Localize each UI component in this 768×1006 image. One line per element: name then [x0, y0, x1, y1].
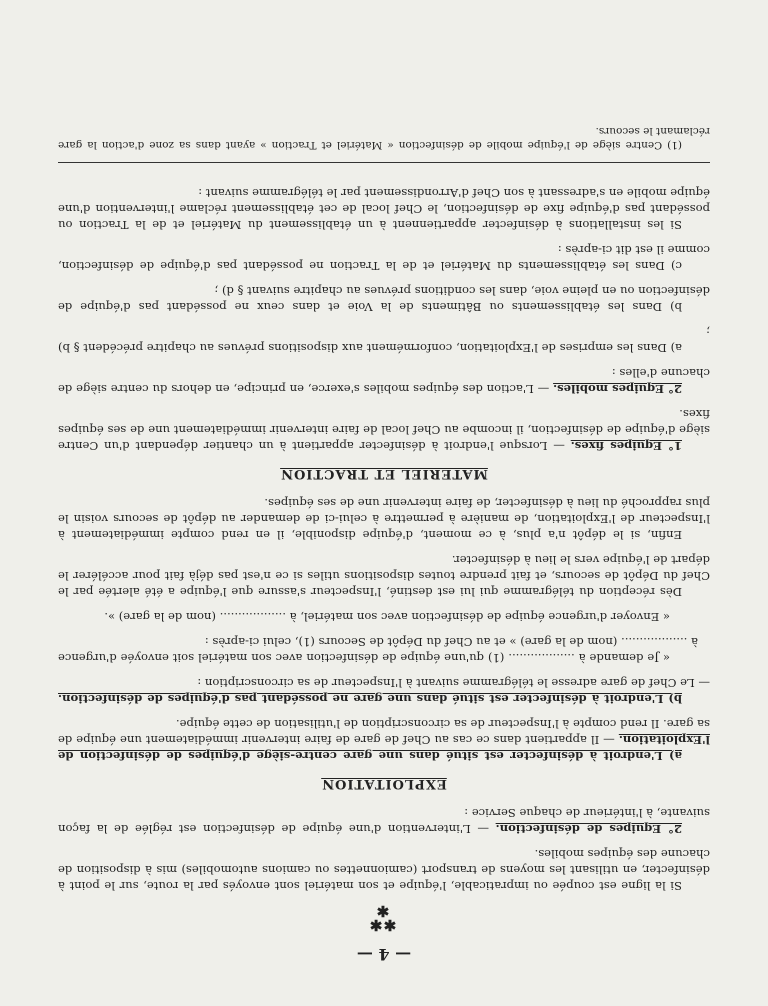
list-item-b: b) Dans les établissements ou Bâtiments de la Voie et dans ceux ne possédant pas d'équipe de désinfection ou en pleine voie, dans les conditions prévues au chapitre suivant § d) ; [58, 284, 710, 314]
footnote-divider [58, 162, 710, 163]
case-b-paragraph [58, 675, 710, 707]
equipes-fixes-heading: 1° Equipes fixes. [570, 439, 682, 453]
case-a-text: — Il appartient dans ce cas au Chef de gare de faire intervenir immédiatement une équipe de sa gare. Il rend compte à l'Inspecteur de sa circonscription de l'utilisation de cette équipe. [58, 717, 710, 747]
case-a-heading: a) L'endroit à désinfecter est situé dans une gare centre-siège d'équipes de désinfection de l'Exploitation. [58, 733, 710, 763]
asterism-bottom: ✱ [378, 902, 390, 921]
case-b-heading: b) L'endroit à désinfecter est situé dans une gare ne possédant pas d'équipes de désinfection. [58, 692, 682, 706]
case-a-paragraph [58, 716, 710, 764]
installations-paragraph: Si les installations à désinfecter appartiennent à un établissement du Matériel et de la Traction ou possédant pas d'équipe fixe de désinfection, le Chef local de cet établissement réclame l'intervention d'une équipe mobile en s'adressant à son Chef d'Arrondissement par le télégramme suivant : [58, 186, 710, 232]
enfin-paragraph: Enfin, si le dépôt n'a plus, à ce moment, d'équipe disponible, il en rend compte immédiatement à l'Inspecteur de l'Exploitation, de manière à permettre à celui-ci de demander au dépôt de secours voisin le plus rapproché du lieu à désinfecter, de faire intervenir une de ses équipes. [58, 496, 710, 542]
footnote: (1) Centre siège de l'équipe mobile de désinfection « Matériel et Traction » ayant dans sa zone d'action la gare réclamant le secours. [58, 125, 710, 151]
equipes-mobiles-paragraph [58, 365, 710, 397]
materiel-traction-heading: MATERIEL ET TRACTION [280, 466, 488, 481]
asterism-ornament [58, 902, 710, 934]
equipes-mobiles-heading: 2° Equipes mobiles. [553, 382, 682, 396]
telegram-quote-1: « Je demande à .................. (1) qu'une équipe de désinfection avec son matériel soit envoyée d'urgence à .................. (nom de la gare) » et au Chef du Dépôt de Secours (1), celui ci-après : [58, 635, 698, 665]
equipes-fixes-paragraph [58, 406, 710, 454]
equipes-mobiles-text: — L'action des équipes mobiles s'exerce, en principe, en dehors du centre siège de chacune d'elles : [58, 366, 710, 396]
exploitation-heading: EXPLOITATION [321, 776, 447, 791]
reception-paragraph: Dès réception du télégramme qui lui est destiné, l'Inspecteur s'assure que l'équipe a été alertée par le Chef du Dépôt de secours, et fait prendre toutes dispositions utiles si ce n'est pas déjà fait pour accélérer le départ de l'équipe vers le lieu à désinfecter. [58, 553, 710, 599]
section-2-text: — L'intervention d'une équipe de désinfection est réglée de la façon suivante, à l'intérieur de chaque Service : [57, 806, 710, 836]
asterism-top: ✱ ✱ [371, 916, 397, 934]
telegram-quote-2: « Envoyer d'urgence équipe de désinfection avec son matériel, à .................. (nom de la gare) ». [104, 610, 670, 624]
page-number: — 4 — [356, 945, 412, 964]
case-b-text: — Le Chef de gare adresse le télégramme suivant à l'Inspecteur de sa circonscription : [197, 676, 710, 690]
list-item-c: c) Dans les établissements du Matériel et de la Traction ne possédant pas d'équipe de désinfection, comme il est dit ci-après : [58, 243, 710, 273]
list-item-a: a) Dans les emprises de l'Exploitation, conformément aux dispositions prévues au chapitre précédent § b) ; [58, 325, 710, 355]
equipes-fixes-text: — Lorsque l'endroit à désinfecter appartient à un chantier dépendant d'un Centre siège d'équipe de désinfection, il incombe au Chef local de faire intervenir immédiatement une de ses équipes fixes. [58, 407, 710, 453]
section-2-paragraph [58, 805, 710, 837]
section-2-heading: 2° Equipes de désinfection. [495, 822, 682, 836]
intro-paragraph: Si la ligne est coupée ou impraticable, l'équipe et son matériel sont envoyés par la route, sur le point à désinfecter, en utilisant les moyens de transport (camionnettes ou camions automobiles) mis à disposition de chacune des équipes mobiles. [58, 847, 710, 893]
